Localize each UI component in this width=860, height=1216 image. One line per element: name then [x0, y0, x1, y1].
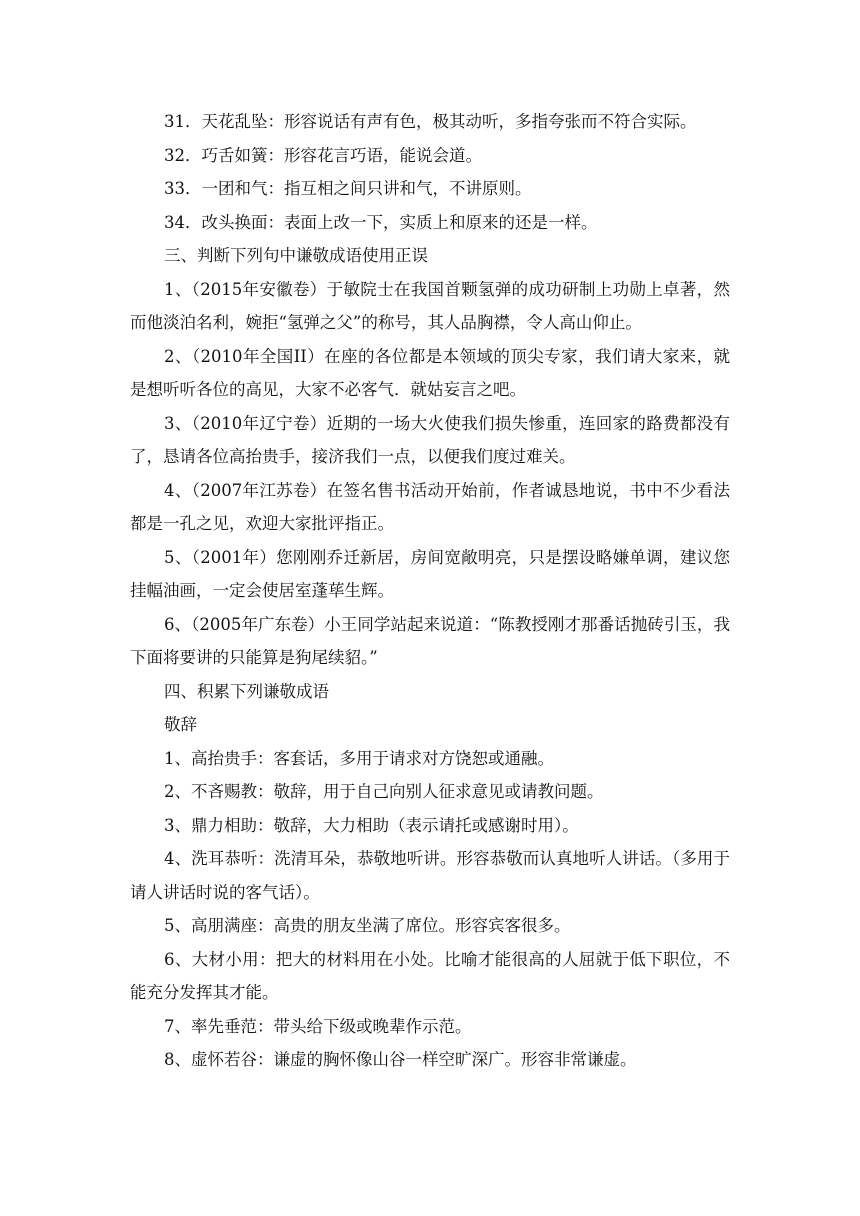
- idiom-item-1: 1、高抬贵手：客套话，多用于请求对方饶恕或通融。: [164, 748, 554, 768]
- exercise-item-6: 6、（2005年广东卷）小王同学站起来说道：“陈教授刚才那番话抛砖引玉，我下面将要讲的只能算是狗尾续貂。”: [130, 614, 730, 667]
- paragraph-item-31: 31．天花乱坠：形容说话有声有色，极其动听，多指夸张而不符合实际。: [164, 112, 697, 131]
- idiom-item-6: 6、大材小用：把大的材料用在小处。比喻才能很高的人屈就于低下职位，不能充分发挥其才能。: [130, 949, 730, 1002]
- exercise-item-3: 3、（2010年辽宁卷）近期的一场大火使我们损失惨重，连回家的路费都没有了，恳请各位高抬贵手，接济我们一点，以便我们度过难关。: [130, 413, 730, 466]
- exercise-item-1: 1、（2015年安徽卷）于敏院士在我国首颗氢弹的成功研制上功勋上卓著，然而他淡泊名利，婉拒“氢弹之父”的称号，其人品胸襟，令人高山仰止。: [130, 279, 730, 332]
- idiom-item-3: 3、鼎力相助：敬辞，大力相助（表示请托或感谢时用）。: [164, 815, 579, 835]
- idiom-item-4: 4、洗耳恭听：洗清耳朵，恭敬地听讲。形容恭敬而认真地听人讲话。（多用于请人讲话时说的客气话）。: [130, 849, 730, 902]
- idiom-item-8: 8、虚怀若谷：谦虚的胸怀像山谷一样空旷深广。形容非常谦虚。: [164, 1050, 637, 1069]
- paragraph-item-33: 33．一团和气：指互相之间只讲和气，不讲原则。: [164, 179, 532, 198]
- section-heading-3: 三、判断下列句中谦敬成语使用正误: [164, 246, 428, 265]
- exercise-item-5: 5、（2001年）您刚刚乔迁新居，房间宽敞明亮，只是摆设略嫌单调，建议您挂幅油画，一定会使居室蓬荜生辉。: [130, 547, 730, 600]
- section-heading-4: 四、积累下列谦敬成语: [164, 681, 329, 701]
- paragraph-item-34: 34．改头换面：表面上改一下，实质上和原来的还是一样。: [164, 212, 598, 232]
- exercise-item-2: 2、（2010年全国II）在座的各位都是本领域的顶尖专家，我们请大家来，就是想听听各位的高见，大家不必客气．就姑妄言之吧。: [130, 346, 730, 399]
- document-body: [130, 105, 730, 1077]
- subheading-honorifics: 敬辞: [164, 715, 197, 734]
- idiom-item-5: 5、高朋满座：高贵的朋友坐满了席位。形容宾客很多。: [164, 916, 571, 935]
- paragraph-item-32: 32．巧舌如簧：形容花言巧语，能说会道。: [164, 145, 482, 165]
- exercise-item-4: 4、（2007年江苏卷）在签名售书活动开始前，作者诚恳地说，书中不少看法都是一孔之见，欢迎大家批评指正。: [130, 480, 730, 533]
- idiom-item-7: 7、率先垂范：带头给下级或晚辈作示范。: [164, 1016, 472, 1036]
- idiom-item-2: 2、不吝赐教：敬辞，用于自己向别人征求意见或请教问题。: [164, 782, 604, 801]
